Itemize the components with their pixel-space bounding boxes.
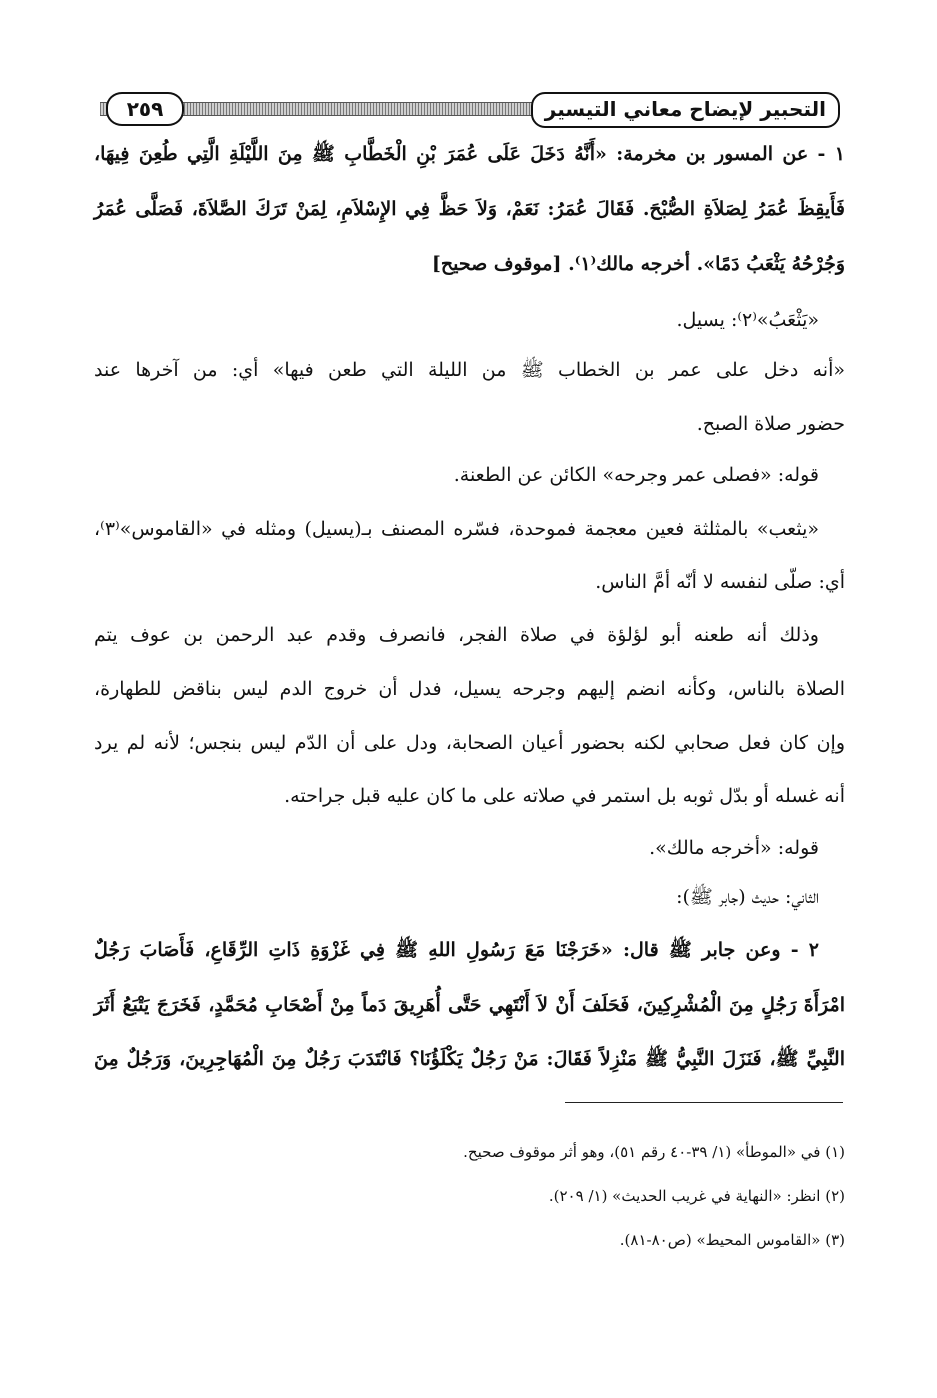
footnote-2: (٢) انظر: «النهاية في غريب الحديث» (١/ ٢٠٩). (548, 1187, 845, 1205)
text-line-17: امْرَأَةَ رَجُلٍ مِنَ الْمُشْرِكِينَ، فَحَلَفَ أَنْ لاَ أَنْتَهِي حَتَّى أُهَرِيقَ دَماً مِنْ أَصْحَابِ مُحَمَّدٍ، فَخَرَجَ يَتْبَعُ أَثَرَ (94, 994, 845, 1016)
text-line-15: الثاني: حديث (جابر ﷺ): (676, 886, 819, 908)
text-line-16: ٢ - وعن جابر ﷺ قال: «خَرَجْنَا مَعَ رَسُولِ اللهِ ﷺ فِي غَزْوَةِ ذَاتِ الرِّقَاعِ، فَأَصَابَ رَجُلٌ (94, 939, 819, 961)
text-line-8: «يثعب» بالمثلثة فعين معجمة فموحدة، فسّره المصنف بـ(يسيل) ومثله في «القاموس»⁽٣⁾، (94, 518, 819, 540)
footnote-separator (565, 1102, 843, 1103)
book-title: التحبير لإيضاح معاني التيسير (531, 92, 840, 128)
footnote-1: (١) في «الموطأ» (١/ ٣٩-٤٠ رقم ٥١)، وهو أثر موقوف صحيح. (463, 1143, 845, 1161)
text-line-9: أي: صلّى لنفسه لا أنّه أمَّ الناس. (595, 571, 845, 593)
text-line-7: قوله: «فصلى عمر وجرحه» الكائن عن الطعنة. (453, 464, 819, 486)
text-line-5: «أنه دخل على عمر بن الخطاب ﷺ من الليلة التي طعن فيها» أي: من آخرها عند (94, 359, 845, 381)
text-line-13: أنه غسله أو بدّل ثوبه بل استمر في صلاته على ما كان عليه قبل جراحته. (284, 785, 845, 807)
text-line-6: حضور صلاة الصبح. (696, 413, 845, 435)
text-line-4: «يَثْعَبُ»⁽٢⁾: يسيل. (676, 309, 819, 331)
text-line-2: فَأَيقِظَ عُمَرُ لِصَلاَةِ الصُّبْحَ. فَقَالَ عُمَرُ: نَعَمْ، وَلاَ حَظَّ فِي الإِسْلاَمِ، لِمَنْ تَرَكَ الصَّلاَةَ، فَصَلَّى عُمَرُ (94, 198, 845, 220)
text-line-3: وَجُرْحُهُ يَثْعَبُ دَمًا». أخرجه مالك⁽١⁾. [موقوف صحيح] (431, 253, 845, 275)
footnote-3: (٣) «القاموس المحيط» (ص٨٠-٨١). (619, 1231, 845, 1249)
page-number: ٢٥٩ (106, 92, 184, 126)
page-header (100, 92, 838, 132)
text-line-1: ١ - عن المسور بن مخرمة: «أَنَّهُ دَخَلَ عَلَى عُمَرَ بْنِ الْخَطَّابِ ﷺ مِنَ اللَّيْلَةِ الَّتِي طُعِنَ فِيهَا، (94, 143, 845, 165)
text-line-14: قوله: «أخرجه مالك». (649, 837, 819, 859)
text-line-18: النَّبِيِّ ﷺ، فَنَزَلَ النَّبِيُّ ﷺ مَنْزِلاً فَقَالَ: مَنْ رَجُلٌ يَكْلَؤُنَا؟ فَانْتَدَبَ رَجُلٌ مِنَ الْمُهَاجِرِينَ، وَرَجُلٌ مِنَ (94, 1048, 845, 1070)
text-line-11: الصلاة بالناس، وكأنه انضم إليهم وجرحه يسيل، فدل أن خروج الدم ليس بناقض للطهارة، (94, 678, 845, 700)
text-line-10: وذلك أنه طعنه أبو لؤلؤة في صلاة الفجر، فانصرف وقدم عبد الرحمن بن عوف يتم (94, 624, 819, 646)
text-line-12: وإن كان فعل صحابي لكنه بحضور أعيان الصحابة، ودل على أن الدّم ليس بنجس؛ لأنه لم يرد (94, 732, 845, 754)
